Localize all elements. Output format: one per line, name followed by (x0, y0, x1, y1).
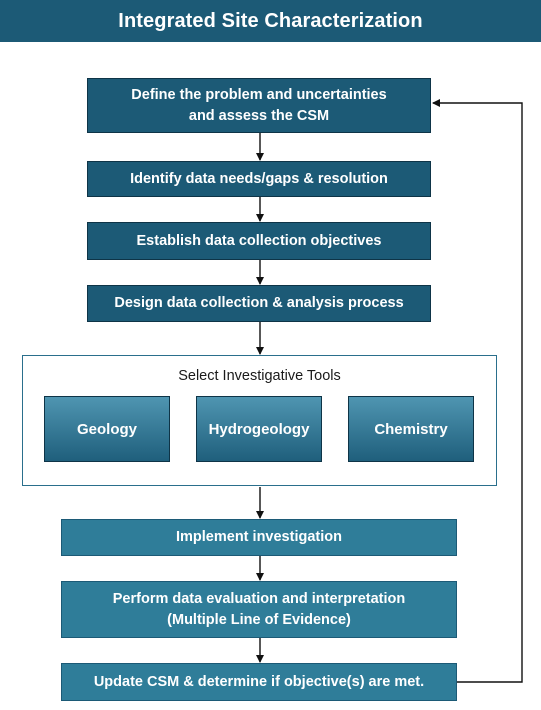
step-design-label: Design data collection & analysis process (114, 295, 404, 311)
step-establish-objectives (87, 222, 431, 260)
tool-geology: Geology (44, 396, 170, 462)
step-implement-investigation (61, 519, 457, 556)
step-perform-line2: (Multiple Line of Evidence) (167, 611, 351, 628)
step-establish-label: Establish data collection objectives (136, 232, 382, 249)
tools-panel-title: Select Investigative Tools (178, 368, 341, 384)
tool-chemistry: Chemistry (348, 396, 474, 462)
step-define-problem (87, 78, 431, 133)
page-title-text: Integrated Site Characterization (118, 9, 423, 32)
investigative-tools-panel (22, 355, 497, 486)
tool-hydrogeology: Hydrogeology (196, 396, 322, 462)
step-identify-data-needs (87, 161, 431, 197)
step-update-label: Update CSM & determine if objective(s) are met. (93, 673, 425, 690)
step-define-line1: Define the problem and uncertainties (131, 86, 387, 103)
step-design-process (87, 285, 431, 322)
step-implement-label: Implement investigation (176, 529, 342, 545)
step-update-csm (61, 663, 457, 701)
step-define-line2: and assess the CSM (188, 107, 330, 124)
step-perform-evaluation (61, 581, 457, 638)
step-identify-label: Identify data needs/gaps & resolution (130, 170, 388, 187)
step-perform-line1: Perform data evaluation and interpretation (112, 590, 406, 607)
